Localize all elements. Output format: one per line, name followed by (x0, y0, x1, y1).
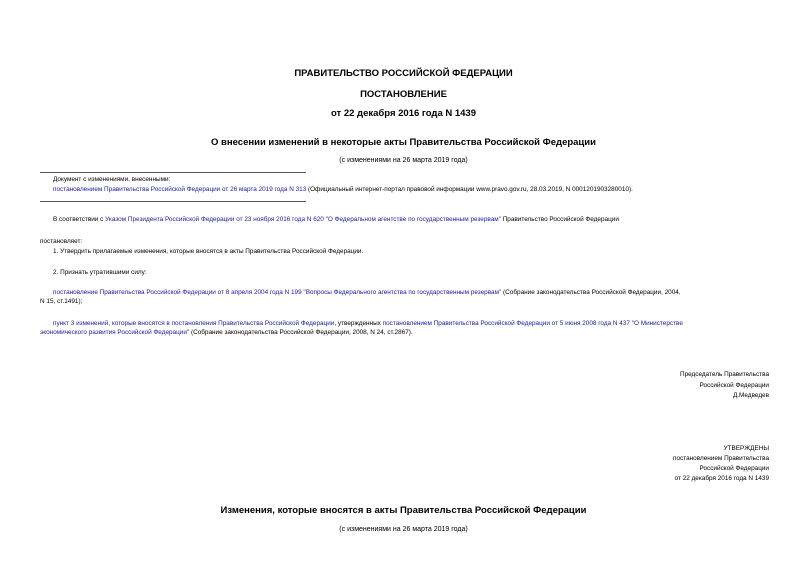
amendments-intro: Документ с изменениями, внесенными: (53, 176, 171, 183)
repeal-1-source: (Собрание законодательства Российской Федерации, 2004, (501, 289, 681, 296)
section-2-title: Изменения, которые вносятся в акты Правительства Российской Федерации (220, 505, 587, 516)
preamble-suffix: Правительство Российской Федерации (500, 216, 619, 223)
signature-line-2: Российской Федерации (699, 382, 769, 389)
repeal-2-link-decree-cont[interactable]: экономического развития Российской Федерации" (40, 329, 190, 336)
document-title: О внесении изменений в некоторые акты Правительства Российской Федерации (211, 137, 596, 148)
item-1: 1. Утвердить прилагаемые изменения, которые вносятся в акты Правительства Российской Федерации. (53, 248, 364, 255)
divider-bottom (40, 201, 306, 202)
changes-note: (с изменениями на 26 марта 2019 года) (339, 157, 468, 164)
document-date-number: от 22 декабря 2016 года N 1439 (330, 108, 476, 119)
presidential-decree-link[interactable]: Указом Президента Российской Федерации от 23 ноября 2016 года N 620 "О Федеральном агентстве по государственным резервам" (105, 216, 501, 223)
signature-name: Д.Медведев (732, 392, 769, 399)
repeal-2 (53, 319, 683, 328)
repeal-1-link[interactable]: постановление Правительства Российской Федерации от 8 апреля 2004 года N 199 "Вопросы Федерального агентства по государственным резервам" (53, 289, 502, 296)
repeal-2-link-decree[interactable]: постановлением Правительства Российской Федерации от 5 июня 2008 года N 437 "О Министерстве (382, 320, 683, 327)
amendment-source: (Официальный интернет-портал правовой информации www.pravo.gov.ru, 28.03.2019, N 0001201903280010). (306, 186, 633, 193)
government-heading: ПРАВИТЕЛЬСТВО РОССИЙСКОЙ ФЕДЕРАЦИИ (294, 68, 513, 79)
approved-line-4: от 22 декабря 2016 года N 1439 (674, 475, 769, 482)
repeal-2-source: (Собрание законодательства Российской Федерации, 2008, N 24, ст.2867). (189, 329, 413, 336)
repeal-2-line2 (40, 328, 413, 337)
item-2: 2. Признать утратившими силу: (53, 269, 147, 276)
repeal-2-mid: , утвержденных (334, 320, 383, 327)
divider-top (40, 172, 306, 173)
preamble-prefix: В соответствии с (53, 216, 106, 223)
document-type: ПОСТАНОВЛЕНИЕ (360, 89, 447, 100)
repeal-1-line2: N 15, ст.1491); (40, 298, 83, 305)
section-2-changes-note: (с изменениями на 26 марта 2019 года) (339, 526, 468, 533)
signature-line-1: Председатель Правительства (680, 371, 769, 378)
repeal-1 (53, 288, 681, 297)
preamble (53, 215, 619, 224)
amendments-line (53, 185, 633, 194)
repeal-2-link-item[interactable]: пункт 3 изменений, которые вносятся в постановления Правительства Российской Федерации (53, 320, 335, 327)
decides-text: постановляет: (40, 238, 83, 245)
amendment-link[interactable]: постановлением Правительства Российской Федерации от 26 марта 2019 года N 313 (53, 186, 307, 193)
approved-line-2: постановлением Правительства (673, 455, 769, 462)
approved-line-1: УТВЕРЖДЕНЫ (723, 445, 769, 452)
approved-line-3: Российской Федерации (699, 465, 769, 472)
